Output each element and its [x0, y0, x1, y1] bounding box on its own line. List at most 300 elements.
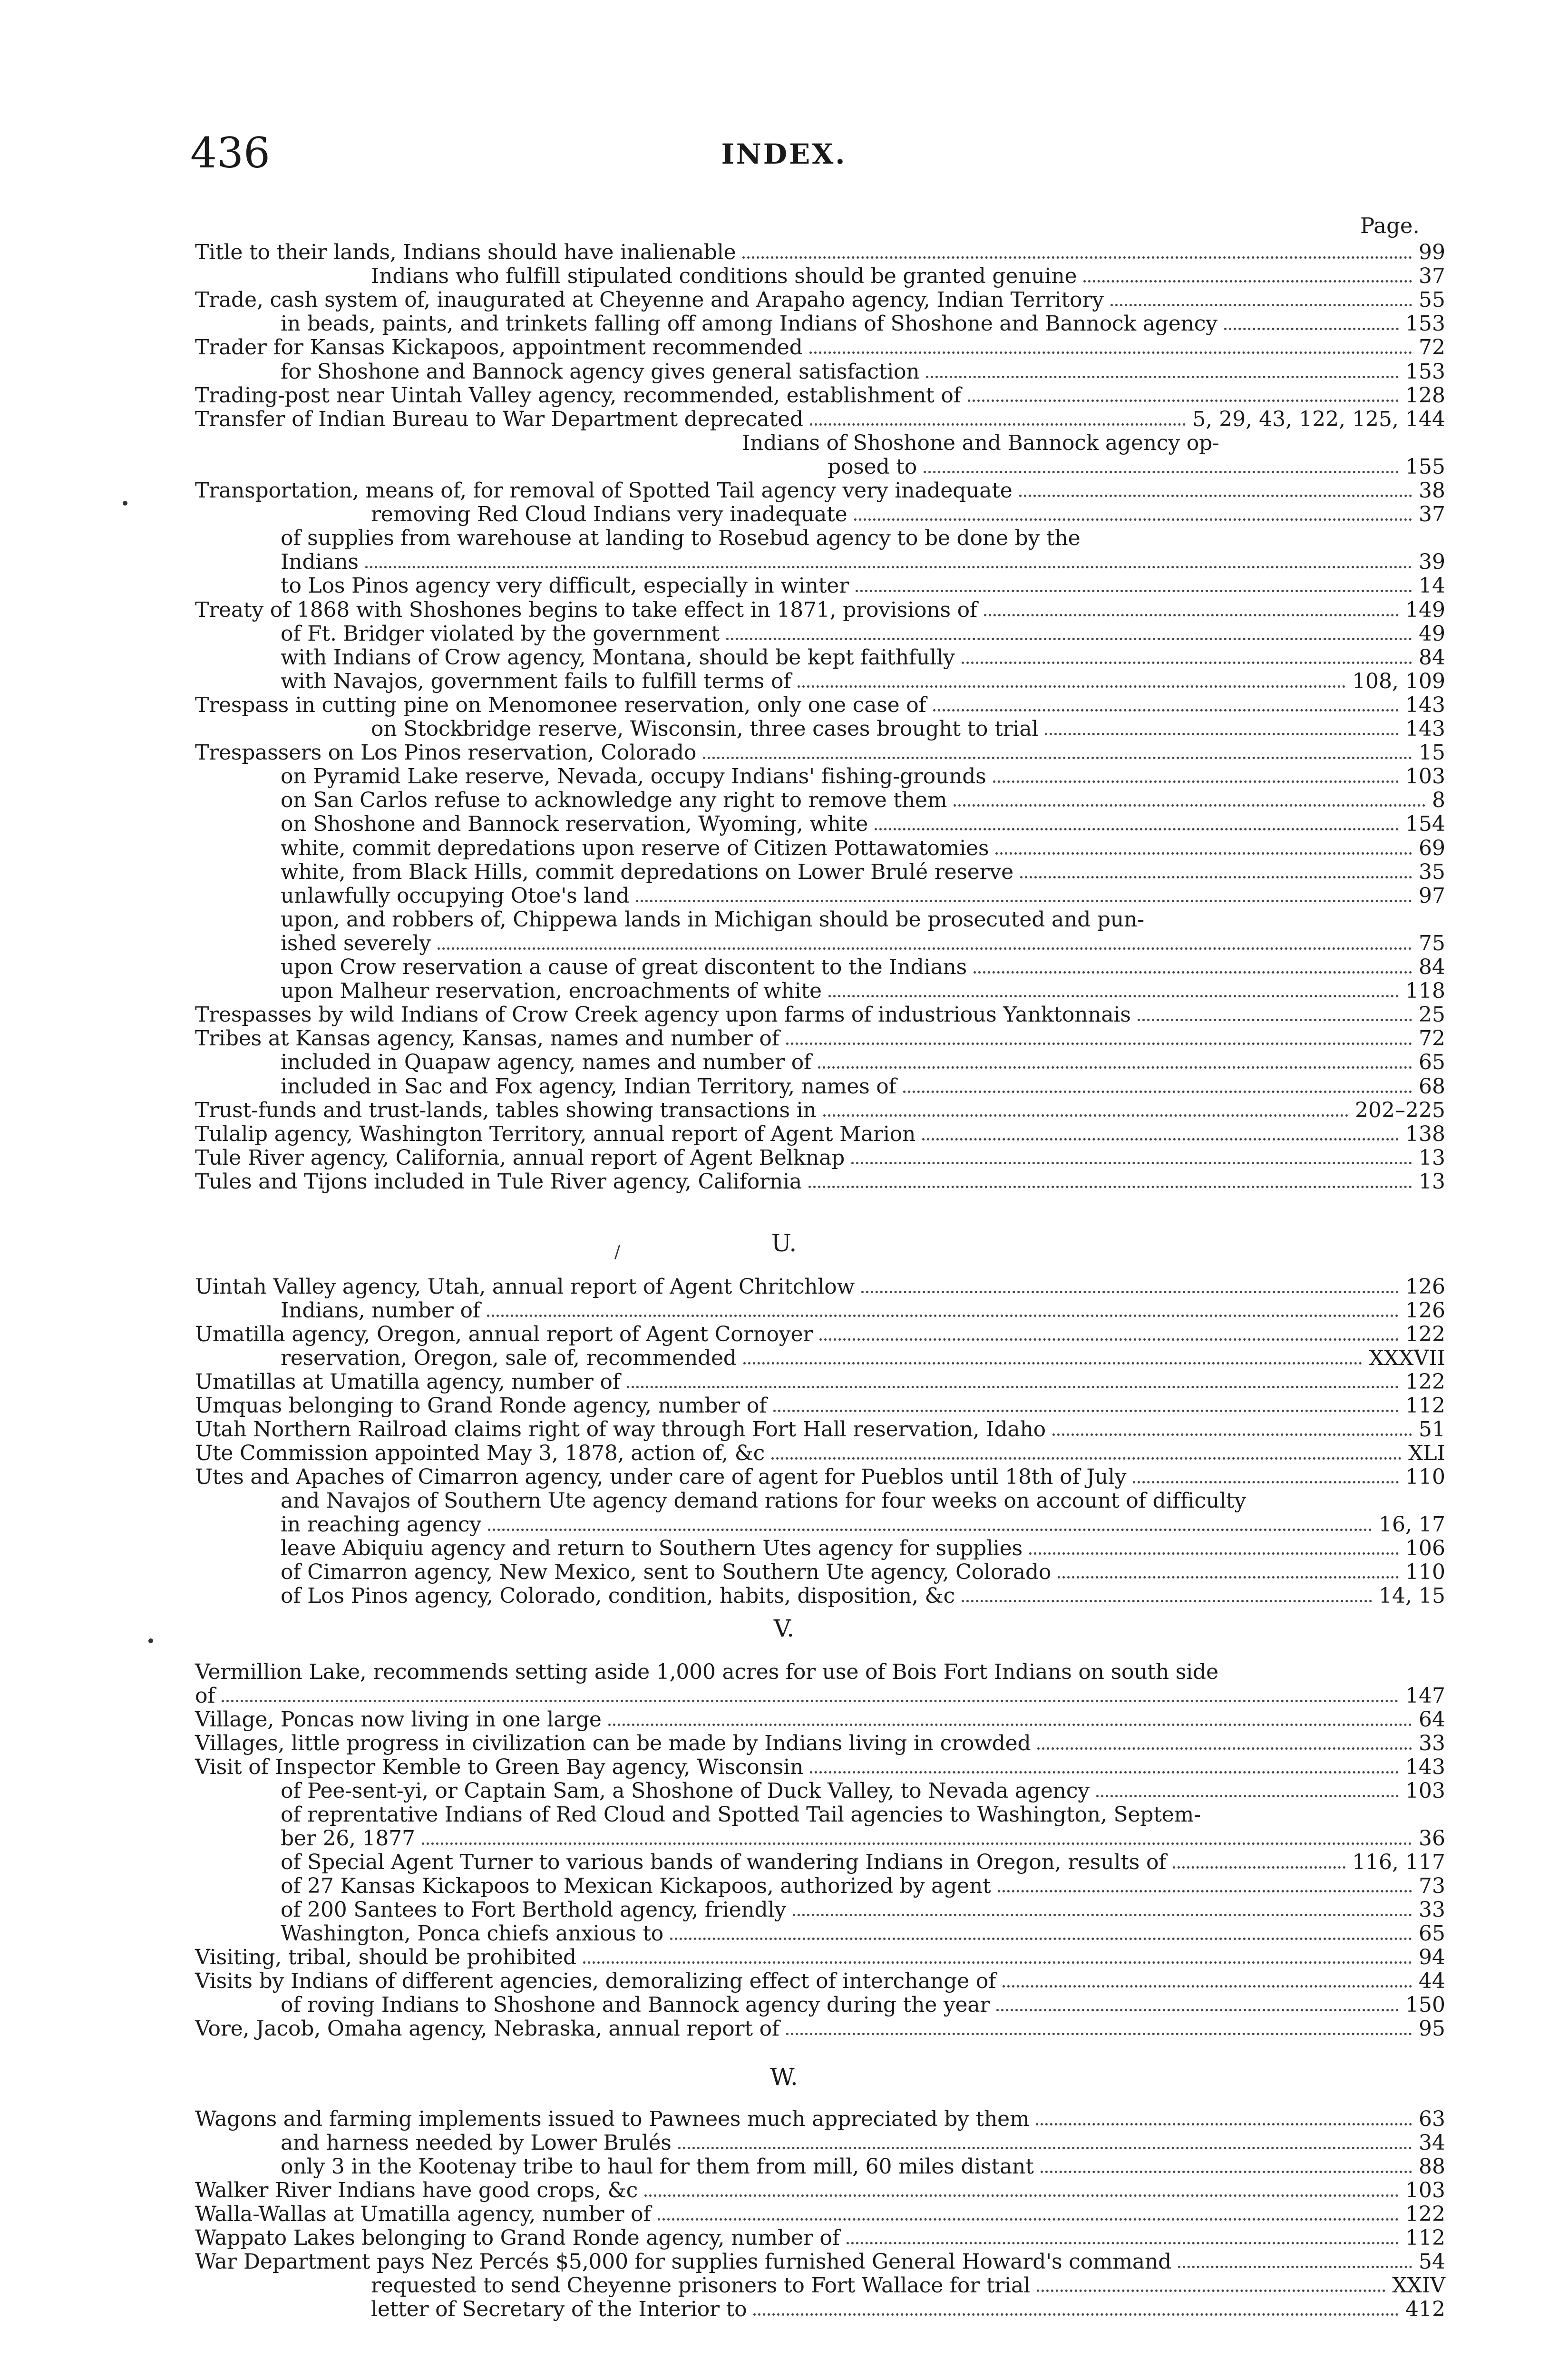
entry-page: 37: [1419, 264, 1445, 288]
index-entry: [0, 1993, 1568, 2017]
entry-text: in beads, paints, and trinkets falling off among Indians of Shoshone and Bannock agency: [281, 312, 1217, 336]
entry-page: 155: [1405, 455, 1445, 479]
entry-page: 64: [1419, 1707, 1445, 1732]
entry-text: Vermillion Lake, recommends setting aside 1,000 acres for use of Bois Fort Indians on south side: [195, 1660, 1218, 1684]
entry-text: ber 26, 1877: [281, 1826, 415, 1851]
running-head: INDEX.: [721, 138, 847, 170]
dot-leader: [786, 1043, 1412, 1045]
entry-page: 153: [1405, 360, 1445, 384]
entry-page: 149: [1405, 598, 1445, 622]
dot-leader: [962, 662, 1412, 664]
entry-text: reservation, Oregon, sale of, recommended: [281, 1346, 737, 1370]
entry-text: white, commit depredations upon reserve of Citizen Pottawatomies: [281, 836, 989, 860]
index-entry: [0, 2273, 1568, 2298]
dot-leader: [810, 423, 1186, 426]
entry-text: Trust-funds and trust-lands, tables showing transactions in: [195, 1098, 817, 1122]
dot-leader: [753, 2313, 1399, 2316]
dot-leader: [1041, 2171, 1412, 2173]
entry-text: ished severely: [281, 931, 431, 955]
index-entry: [0, 717, 1568, 741]
index-entry: [0, 1660, 1568, 1685]
entry-text: leave Abiquiu agency and return to Southern Utes agency for supplies: [281, 1536, 1023, 1560]
entry-page: 126: [1405, 1298, 1445, 1323]
dot-leader: [974, 971, 1412, 974]
dot-leader: [903, 1091, 1412, 1093]
dot-leader: [222, 1700, 1399, 1702]
entry-text: Wappato Lakes belonging to Grand Ronde agency, number of: [195, 2226, 840, 2250]
index-entry: [0, 478, 1568, 503]
entry-page: 412: [1405, 2297, 1445, 2321]
entry-text: of Los Pinos agency, Colorado, condition, habits, disposition, &c: [281, 1584, 955, 1608]
entry-page: 108, 109: [1352, 669, 1445, 693]
entry-page: 63: [1419, 2107, 1445, 2131]
entry-text: on Stockbridge reserve, Wisconsin, three cases brought to trial: [371, 717, 1039, 741]
entry-text: with Navajos, government fails to fulfill terms of: [281, 669, 791, 693]
entry-text: of roving Indians to Shoshone and Bannock agency during the year: [281, 1993, 990, 2017]
dot-leader: [810, 1771, 1399, 1774]
entry-page: 143: [1405, 1755, 1445, 1779]
entry-text: Umquas belonging to Grand Ronde agency, number of: [195, 1394, 767, 1418]
entry-text: of supplies from warehouse at landing to Rosebud agency to be done by the: [281, 526, 1081, 550]
index-entry: [0, 2297, 1568, 2322]
index-entry: [0, 1417, 1568, 1442]
index-entry: [0, 1874, 1568, 1899]
entry-page: 112: [1405, 2226, 1445, 2250]
dot-leader: [808, 1186, 1412, 1188]
index-entry: [0, 240, 1568, 265]
index-entry: [0, 860, 1568, 885]
entry-page: 110: [1405, 1465, 1445, 1489]
entry-page: 37: [1419, 502, 1445, 526]
entry-page: 122: [1405, 1370, 1445, 1394]
entry-text: only 3 in the Kootenay tribe to haul for them from mill, 60 miles distant: [281, 2154, 1034, 2179]
entry-text: included in Quapaw agency, names and number of: [281, 1050, 812, 1074]
dot-leader: [823, 1114, 1348, 1117]
index-entry: [0, 1322, 1568, 1347]
entry-text: removing Red Cloud Indians very inadequate: [371, 502, 847, 526]
entry-text: of Special Agent Turner to various bands of wandering Indians in Oregon, results of: [281, 1850, 1167, 1874]
entry-page: 103: [1405, 2178, 1445, 2203]
index-entry: [0, 2226, 1568, 2251]
entry-text: on Pyramid Lake reserve, Nevada, occupy Indians' fishing-grounds: [281, 764, 986, 789]
entry-text: upon Crow reservation a cause of great discontent to the Indians: [281, 955, 967, 979]
entry-text: Visits by Indians of different agencies, demoralizing effect of interchange of: [195, 1969, 996, 1993]
index-entry: [0, 1779, 1568, 1803]
dot-leader: [984, 614, 1399, 616]
entry-page: 138: [1405, 1122, 1445, 1146]
dot-leader: [1178, 2266, 1412, 2268]
entry-text: Transportation, means of, for removal of Spotted Tail agency very inadequate: [195, 478, 1013, 503]
entry-text: Title to their lands, Indians should have inalienable: [195, 240, 736, 264]
index-entry: [0, 288, 1568, 312]
index-entry: [0, 574, 1568, 598]
dot-leader: [365, 566, 1412, 568]
entry-text: posed to: [828, 455, 917, 479]
entry-text: Visit of Inspector Kemble to Green Bay agency, Wisconsin: [195, 1755, 804, 1779]
entry-text: Villages, little progress in civilization can be made by Indians living in crowded: [195, 1731, 1031, 1755]
entry-text: of reprentative Indians of Red Cloud and Spotted Tail agencies to Washington, Septem-: [281, 1803, 1201, 1827]
index-entry: [0, 1584, 1568, 1608]
page-number: 436: [190, 128, 270, 177]
dot-leader: [636, 900, 1412, 902]
entry-page: 51: [1419, 1417, 1445, 1442]
entry-text: Village, Poncas now living in one large: [195, 1707, 602, 1732]
index-entry: [0, 1921, 1568, 1946]
dot-leader: [962, 1600, 1372, 1602]
index-entry: [0, 1560, 1568, 1585]
entry-text: upon Malheur reservation, encroachments of white: [281, 979, 822, 1003]
entry-text: of Pee-sent-yi, or Captain Sam, a Shoshone of Duck Valley, to Nevada agency: [281, 1779, 1090, 1803]
entry-text: letter of Secretary of the Interior to: [371, 2297, 747, 2321]
entry-text: on Shoshone and Bannock reservation, Wyoming, white: [281, 812, 868, 836]
index-entry: [0, 1803, 1568, 1827]
entry-text: Wagons and farming implements issued to Pawnees much appreciated by them: [195, 2107, 1030, 2131]
entry-text: of Cimarron agency, New Mexico, sent to Southern Ute agency, Colorado: [281, 1560, 1052, 1584]
entry-page: 88: [1419, 2154, 1445, 2179]
entry-text: of 27 Kansas Kickapoos to Mexican Kickapoos, authorized by agent: [281, 1874, 991, 1898]
entry-text: Uintah Valley agency, Utah, annual report of Agent Chritchlow: [195, 1275, 855, 1299]
entry-text: and harness needed by Lower Brulés: [281, 2131, 672, 2155]
section-letter: V.: [773, 1615, 795, 1642]
dot-leader: [998, 1890, 1412, 1892]
index-entry: [0, 1945, 1568, 1970]
entry-page: 65: [1419, 1921, 1445, 1946]
index-entry: [0, 1898, 1568, 1922]
index-entry: [0, 1465, 1568, 1490]
dot-leader: [1003, 1985, 1412, 1988]
dot-leader: [1173, 1866, 1345, 1869]
index-entry: [0, 1003, 1568, 1027]
index-entry: [0, 1707, 1568, 1732]
index-entry: [0, 526, 1568, 551]
dot-leader: [847, 2242, 1399, 2244]
dot-leader: [438, 947, 1412, 950]
index-entry: [0, 1146, 1568, 1170]
entry-text: upon, and robbers of, Chippewa lands in Michigan should be prosecuted and pun-: [281, 907, 1144, 932]
dot-leader: [1029, 1552, 1399, 1555]
page-column-label: Page.: [1360, 213, 1420, 238]
section-letter: U.: [771, 1229, 797, 1257]
entry-text: Trespassers on Los Pinos reservation, Colorado: [195, 741, 697, 765]
dot-leader: [422, 1842, 1412, 1845]
dot-leader: [658, 2218, 1399, 2221]
entry-text: Walker River Indians have good crops, &c: [195, 2178, 638, 2203]
dot-leader: [954, 804, 1425, 807]
margin-mark: /: [614, 1242, 621, 1262]
index-entry: [0, 1026, 1568, 1051]
entry-page: 14: [1419, 574, 1445, 598]
dot-leader: [743, 1362, 1362, 1364]
entry-text: Visiting, tribal, should be prohibited: [195, 1945, 576, 1969]
index-entry: [0, 1098, 1568, 1123]
dot-leader: [968, 400, 1399, 402]
dot-leader: [1138, 1019, 1412, 1021]
dot-leader: [1037, 1747, 1412, 1750]
entry-page: 34: [1419, 2131, 1445, 2155]
index-entry: [0, 1050, 1568, 1075]
entry-page: 103: [1405, 1779, 1445, 1803]
entry-text: Trade, cash system of, inaugurated at Cheyenne and Arapaho agency, Indian Territory: [195, 288, 1104, 312]
index-entry: [0, 1298, 1568, 1323]
entry-text: Trespasses by wild Indians of Crow Creek agency upon farms of industrious Yanktonnais: [195, 1003, 1131, 1027]
index-entry: [0, 955, 1568, 980]
index-entry: [0, 312, 1568, 336]
index-entry: [0, 693, 1568, 718]
index-entry: [0, 931, 1568, 956]
entry-page: 154: [1405, 812, 1445, 836]
entry-page: 69: [1419, 836, 1445, 860]
entry-page: 75: [1419, 931, 1445, 955]
entry-page: 128: [1405, 383, 1445, 408]
dot-leader: [1036, 2123, 1412, 2125]
entry-text: included in Sac and Fox agency, Indian Territory, names of: [281, 1074, 896, 1099]
entry-text: Washington, Ponca chiefs anxious to: [281, 1921, 664, 1946]
dot-leader: [678, 2147, 1412, 2149]
entry-page: 84: [1419, 955, 1445, 979]
dot-leader: [875, 828, 1399, 830]
entry-page: XXXVII: [1369, 1346, 1445, 1370]
dot-leader: [851, 1162, 1412, 1164]
dot-leader: [926, 376, 1399, 378]
entry-page: 14, 15: [1379, 1584, 1445, 1608]
index-entry: [0, 1122, 1568, 1147]
entry-text: Trader for Kansas Kickapoos, appointment recommended: [195, 335, 803, 360]
entry-page: 106: [1405, 1536, 1445, 1560]
dot-leader: [809, 351, 1412, 354]
entry-page: 84: [1419, 645, 1445, 670]
index-entry: [0, 1536, 1568, 1561]
entry-page: 72: [1419, 1026, 1445, 1051]
entry-page: 126: [1405, 1275, 1445, 1299]
entry-page: 8: [1432, 788, 1445, 812]
entry-text: Umatilla agency, Oregon, annual report of Agent Cornoyer: [195, 1322, 813, 1346]
index-entry: [0, 1489, 1568, 1513]
entry-text: Utah Northern Railroad claims right of way through Fort Hall reservation, Idaho: [195, 1417, 1046, 1442]
dot-leader: [1019, 495, 1412, 497]
index-entry: [0, 264, 1568, 289]
dot-leader: [828, 995, 1399, 997]
entry-text: of: [195, 1684, 215, 1708]
entry-text: Ute Commission appointed May 3, 1878, action of, &c: [195, 1441, 765, 1465]
index-entry: [0, 2250, 1568, 2274]
index-entry: [0, 788, 1568, 813]
index-entry: [0, 645, 1568, 670]
dot-leader: [786, 2033, 1412, 2035]
entry-page: 33: [1419, 1731, 1445, 1755]
entry-text: Transfer of Indian Bureau to War Department deprecated: [195, 407, 803, 431]
entry-text: Indians of Shoshone and Bannock agency op-: [742, 431, 1219, 455]
dot-leader: [933, 709, 1399, 711]
dot-leader: [793, 1914, 1412, 1916]
index-entry: [0, 1684, 1568, 1708]
index-entry: [0, 550, 1568, 575]
dot-leader: [1052, 1433, 1412, 1436]
index-entry: [0, 1170, 1568, 1194]
dot-leader: [819, 1338, 1399, 1341]
entry-page: 73: [1419, 1874, 1445, 1898]
index-entry: [0, 622, 1568, 646]
index-entry: [0, 1755, 1568, 1780]
entry-text: Trespass in cutting pine on Menomonee reservation, only one case of: [195, 693, 926, 717]
entry-page: 143: [1405, 717, 1445, 741]
entry-page: 33: [1419, 1898, 1445, 1922]
entry-page: 39: [1419, 550, 1445, 574]
index-entry: [0, 383, 1568, 408]
entry-page: 13: [1419, 1146, 1445, 1170]
dot-leader: [1133, 1481, 1399, 1483]
entry-page: 55: [1419, 288, 1445, 312]
entry-text: Tribes at Kansas agency, Kansas, names and number of: [195, 1026, 779, 1051]
dot-leader: [627, 1386, 1399, 1388]
dot-leader: [1083, 280, 1412, 283]
index-entry: [0, 1394, 1568, 1418]
entry-page: 65: [1419, 1050, 1445, 1074]
dot-leader: [854, 518, 1412, 521]
entry-page: 150: [1405, 1993, 1445, 2017]
entry-text: to Los Pinos agency very difficult, especially in winter: [281, 574, 849, 598]
index-entry: [0, 1969, 1568, 1994]
entry-text: Vore, Jacob, Omaha agency, Nebraska, annual report of: [195, 2017, 779, 2041]
index-entry: [0, 2131, 1568, 2155]
dot-leader: [798, 685, 1345, 688]
entry-text: Indians who fulfill stipulated conditions should be granted genuine: [371, 264, 1077, 288]
entry-text: of 200 Santees to Fort Berthold agency, friendly: [281, 1898, 787, 1922]
entry-text: in reaching agency: [281, 1512, 481, 1537]
dot-leader: [487, 1315, 1399, 1317]
dot-leader: [861, 1291, 1399, 1293]
entry-page: 13: [1419, 1170, 1445, 1194]
entry-text: and Navajos of Southern Ute agency demand rations for four weeks on account of difficulty: [281, 1489, 1247, 1513]
index-entry: [0, 598, 1568, 623]
index-entry: [0, 360, 1568, 384]
index-entry: [0, 1512, 1568, 1537]
index-entry: [0, 1850, 1568, 1875]
dot-leader: [703, 757, 1412, 759]
index-entry: [0, 1074, 1568, 1099]
index-entry: [0, 764, 1568, 789]
index-entry: [0, 2154, 1568, 2179]
entry-text: with Indians of Crow agency, Montana, should be kept faithfully: [281, 645, 955, 670]
entry-page: 103: [1405, 764, 1445, 789]
entry-page: 202–225: [1355, 1098, 1445, 1122]
dot-leader: [993, 780, 1399, 783]
index-entry: [0, 1275, 1568, 1299]
index-entry: [0, 1370, 1568, 1394]
entry-text: Walla-Wallas at Umatilla agency, number of: [195, 2202, 651, 2226]
entry-text: for Shoshone and Bannock agency gives general satisfaction: [281, 360, 920, 384]
index-entry: [0, 1441, 1568, 1466]
index-entry: [0, 884, 1568, 908]
index-entry: [0, 2107, 1568, 2132]
dot-leader: [995, 852, 1412, 855]
dot-leader: [818, 1066, 1412, 1069]
entry-text: requested to send Cheyenne prisoners to Fort Wallace for trial: [371, 2273, 1030, 2298]
entry-text: on San Carlos refuse to acknowledge any right to remove them: [281, 788, 947, 812]
index-entry: [0, 2017, 1568, 2041]
index-entry: [0, 502, 1568, 527]
dot-leader: [773, 1410, 1399, 1412]
entry-page: 49: [1419, 622, 1445, 646]
dot-leader: [924, 471, 1399, 473]
dot-leader: [1096, 1795, 1399, 1797]
entry-page: 44: [1419, 1969, 1445, 1993]
section-letter: W.: [770, 2063, 798, 2091]
entry-text: Trading-post near Uintah Valley agency, recommended, establishment of: [195, 383, 961, 408]
dot-leader: [922, 1138, 1399, 1140]
entry-page: 122: [1405, 1322, 1445, 1346]
index-entry: [0, 407, 1568, 432]
entry-page: 112: [1405, 1394, 1445, 1418]
dot-leader: [1020, 876, 1412, 878]
entry-text: Treaty of 1868 with Shoshones begins to take effect in 1871, provisions of: [195, 598, 978, 622]
entry-page: 36: [1419, 1826, 1445, 1851]
dot-leader: [670, 1938, 1412, 1940]
entry-text: Utes and Apaches of Cimarron agency, under care of agent for Pueblos until 18th of July: [195, 1465, 1127, 1489]
dot-leader: [644, 2194, 1399, 2197]
margin-mark: [123, 501, 127, 506]
dot-leader: [488, 1529, 1372, 1531]
entry-text: Tules and Tijons included in Tule River agency, California: [195, 1170, 802, 1194]
entry-text: Indians, number of: [281, 1298, 480, 1323]
dot-leader: [726, 638, 1412, 640]
dot-leader: [1110, 304, 1412, 306]
entry-text: Tulalip agency, Washington Territory, annual report of Agent Marion: [195, 1122, 916, 1146]
entry-page: 122: [1405, 2202, 1445, 2226]
entry-page: 147: [1405, 1684, 1445, 1708]
dot-leader: [1045, 733, 1399, 735]
index-entry: [0, 455, 1568, 479]
entry-page: 118: [1405, 979, 1445, 1003]
entry-page: 72: [1419, 335, 1445, 360]
dot-leader: [1037, 2290, 1385, 2292]
index-entry: [0, 1731, 1568, 1756]
dot-leader: [1224, 328, 1399, 330]
margin-mark: [148, 1638, 153, 1643]
dot-leader: [856, 590, 1412, 592]
index-entry: [0, 1346, 1568, 1371]
entry-page: 116, 117: [1352, 1850, 1445, 1874]
index-entry: [0, 2178, 1568, 2203]
index-entry: [0, 812, 1568, 837]
entry-page: 25: [1419, 1003, 1445, 1027]
entry-text: white, from Black Hills, commit depredations on Lower Brulé reserve: [281, 860, 1013, 884]
entry-text: Tule River agency, California, annual report of Agent Belknap: [195, 1146, 845, 1170]
entry-page: XLI: [1408, 1441, 1445, 1465]
entry-page: 94: [1419, 1945, 1445, 1969]
entry-page: 99: [1419, 240, 1445, 264]
index-entry: [0, 669, 1568, 694]
entry-text: Indians: [281, 550, 359, 574]
entry-page: 35: [1419, 860, 1445, 884]
entry-page: 153: [1405, 312, 1445, 336]
entry-text: unlawfully occupying Otoe's land: [281, 884, 630, 908]
index-entry: [0, 836, 1568, 861]
dot-leader: [771, 1457, 1402, 1460]
index-entry: [0, 741, 1568, 765]
entry-page: 15: [1419, 741, 1445, 765]
index-entry: [0, 1826, 1568, 1851]
dot-leader: [1058, 1576, 1399, 1579]
entry-page: 143: [1405, 693, 1445, 717]
entry-page: 38: [1419, 478, 1445, 503]
dot-leader: [583, 1961, 1412, 1964]
entry-text: War Department pays Nez Percés $5,000 for supplies furnished General Howard's command: [195, 2250, 1172, 2274]
dot-leader: [608, 1724, 1412, 1726]
index-entry: [0, 907, 1568, 932]
entry-page: XXIV: [1392, 2273, 1445, 2298]
entry-page: 54: [1419, 2250, 1445, 2274]
index-entry: [0, 431, 1568, 456]
